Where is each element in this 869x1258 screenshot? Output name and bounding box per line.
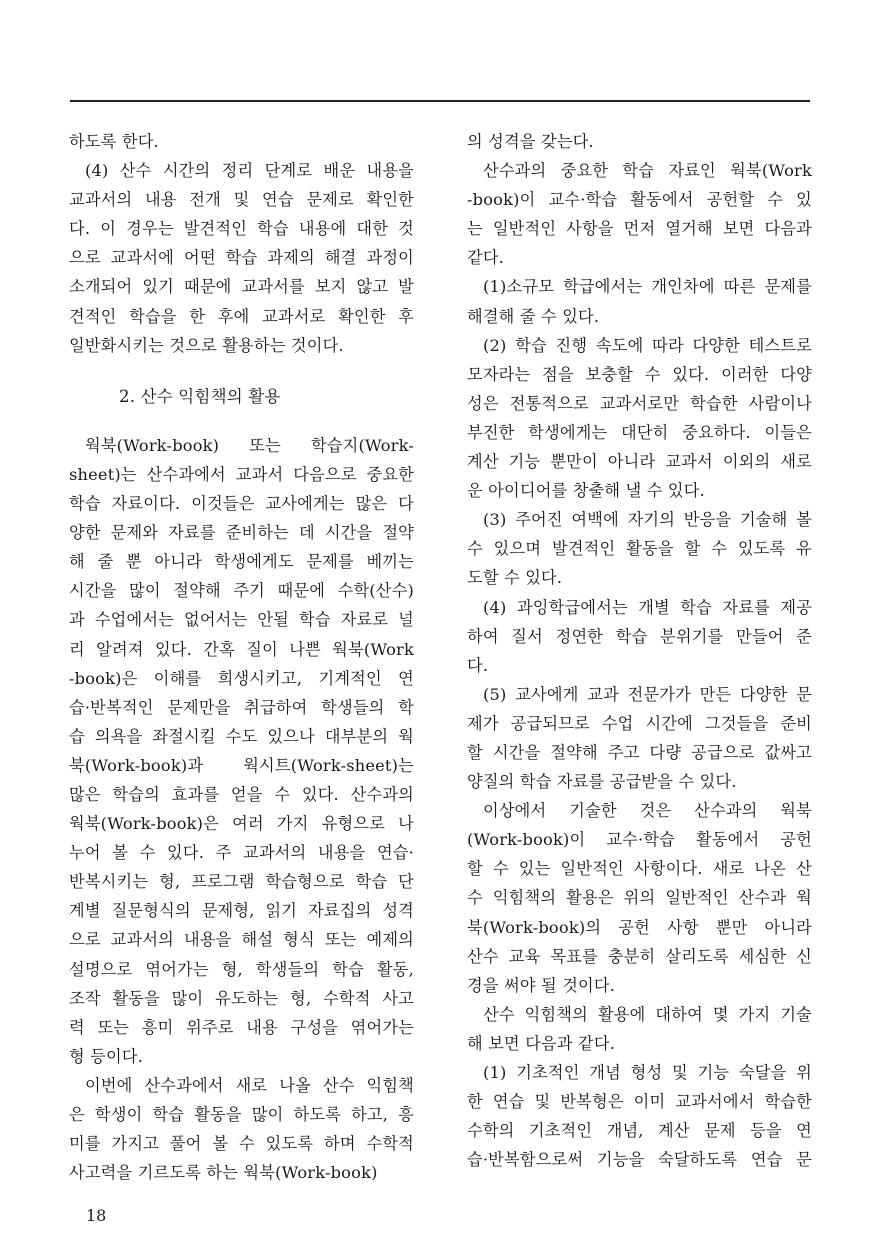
text-line: 같다. <box>467 248 505 268</box>
text-line: 모자라는 점을 보충할 수 있다. 이러한 다양 <box>467 364 812 384</box>
text-line: 수학의 기초적인 개념, 계산 문제 등을 연 <box>467 1121 812 1141</box>
text-line: 교과서의 내용 전개 및 연습 문제로 확인한 <box>69 190 414 210</box>
text-line: 북(Work-book)과 웍시트(Work-sheet)는 <box>69 755 414 775</box>
text-line: 이상에서 기술한 것은 산수과의 웍북 <box>483 801 812 821</box>
text-line: 미를 가지고 풀어 볼 수 있도록 하며 수학적 <box>69 1134 414 1154</box>
text-line: 양질의 학습 자료를 공급받을 수 있다. <box>467 772 737 792</box>
left-column-bottom-paragraphs <box>69 431 414 1187</box>
text-line: 한 연습 및 반복형은 이미 교과서에서 학습한 <box>467 1092 812 1112</box>
text-line: 해 줄 뿐 아니라 학생에게도 문제를 베끼는 <box>69 552 414 572</box>
section-heading: 2. 산수 익힘책의 활용 <box>119 386 281 406</box>
text-line: 도할 수 있다. <box>467 568 563 588</box>
text-line: sheet)는 산수과에서 교과서 다음으로 중요한 <box>69 464 414 484</box>
text-line: 으로 교과서에 어떤 학습 과제의 해결 과정이 <box>69 248 414 268</box>
text-line: 력 또는 흥미 위주로 내용 구성을 엮어가는 <box>69 1017 414 1037</box>
header-rule <box>70 100 810 102</box>
text-line: 해 보면 다음과 같다. <box>467 1033 616 1053</box>
text-line: 할 시간을 절약해 주고 다량 공급으로 값싸고 <box>467 742 812 762</box>
text-line: 산수 교육 목표를 충분히 살리도록 세심한 신 <box>467 946 812 966</box>
text-line: 산수과의 중요한 학습 자료인 웍북(Work <box>483 161 812 181</box>
text-line: (1)소규모 학급에서는 개인차에 따른 문제를 <box>483 277 812 297</box>
text-line: (4) 산수 시간의 정리 단계로 배운 내용을 <box>85 161 414 181</box>
text-line: 누어 볼 수 있다. 주 교과서의 내용을 연습· <box>69 843 414 863</box>
page-number: 18 <box>86 1206 107 1225</box>
text-line: 많은 학습의 효과를 얻을 수 있다. 산수과의 <box>69 784 414 804</box>
text-line: 제가 공급되므로 수업 시간에 그것들을 준비 <box>467 713 812 733</box>
text-line: 설명으로 엮어가는 형, 학생들의 학습 활동, <box>69 959 414 979</box>
text-line: (3) 주어진 여백에 자기의 반응을 기술해 볼 <box>483 510 812 530</box>
text-line: 으로 교과서의 내용을 해설 형식 또는 예제의 <box>69 930 414 950</box>
text-line: -book)이 교수·학습 활동에서 공헌할 수 있 <box>467 190 812 210</box>
text-line: 운 아이디어를 창출해 낼 수 있다. <box>467 481 705 501</box>
text-line: (2) 학습 진행 속도에 따라 다양한 테스트로 <box>483 335 812 355</box>
text-line: 습 의욕을 좌절시킬 수도 있으나 대부분의 웍 <box>69 726 414 746</box>
text-line: 다. 이 경우는 발견적인 학습 내용에 대한 것 <box>69 219 414 239</box>
text-line: 경을 써야 될 것이다. <box>467 975 616 995</box>
text-line: 형 등이다. <box>69 1046 144 1066</box>
left-column-top-paragraphs <box>69 127 414 360</box>
text-line: 일반화시키는 것으로 활용하는 것이다. <box>69 335 344 355</box>
text-line: 다. <box>467 655 489 675</box>
text-line: 양한 문제와 자료를 준비하는 데 시간을 절약 <box>69 523 414 543</box>
text-line: (1) 기초적인 개념 형성 및 기능 숙달을 위 <box>483 1063 812 1082</box>
text-line: 습·반복함으로써 기능을 숙달하도록 연습 문 <box>467 1150 812 1170</box>
text-line: 하도록 한다. <box>69 132 159 151</box>
text-line: 이번에 산수과에서 새로 나올 산수 익힘책 <box>85 1075 414 1095</box>
right-column-paragraphs <box>467 127 812 1174</box>
text-line: 는 일반적인 사항을 먼저 열거해 보면 다음과 <box>467 219 812 239</box>
text-line: 수 있으며 발견적인 활동을 할 수 있도록 유 <box>467 539 812 559</box>
text-line: 성은 전통적으로 교과서로만 학습한 사람이나 <box>467 393 812 413</box>
text-line: 조작 활동을 많이 유도하는 형, 수학적 사고 <box>69 988 414 1008</box>
text-line: 학습 자료이다. 이것들은 교사에게는 많은 다 <box>69 494 414 514</box>
text-line: 부진한 학생에게는 대단히 중요하다. 이들은 <box>467 422 812 442</box>
text-line: 의 성격을 갖는다. <box>467 132 594 151</box>
text-line: (5) 교사에게 교과 전문가가 만든 다양한 문 <box>483 684 812 704</box>
text-line: (Work-book)이 교수·학습 활동에서 공헌 <box>467 830 812 850</box>
text-line: 하여 질서 정연한 학습 분위기를 만들어 준 <box>467 626 812 646</box>
text-line: 소개되어 있기 때문에 교과서를 보지 않고 발 <box>69 277 414 297</box>
left-column <box>69 127 414 1187</box>
text-line: -book)은 이해를 희생시키고, 기계적인 연 <box>69 668 414 688</box>
text-line: 과 수업에서는 없어서는 안될 학습 자료로 널 <box>69 610 414 630</box>
text-line: 할 수 있는 일반적인 사항이다. 새로 나온 산 <box>467 859 812 879</box>
spacer <box>69 360 414 382</box>
text-line: 계산 기능 뿐만이 아니라 교과서 이외의 새로 <box>467 452 812 472</box>
text-line: 사고력을 기르도록 하는 웍북(Work-book) <box>69 1163 378 1183</box>
right-column <box>467 127 812 1174</box>
spacer <box>69 411 414 431</box>
text-line: 반복시키는 형, 프로그램 학습형으로 학습 단 <box>69 872 414 892</box>
text-line: 산수 익힘책의 활용에 대하여 몇 가지 기술 <box>483 1004 812 1024</box>
text-line: 웍북(Work-book)은 여러 가지 유형으로 나 <box>69 814 414 834</box>
text-line: 습·반복적인 문제만을 취급하여 학생들의 학 <box>69 697 414 717</box>
text-line: 수 익힘책의 활용은 위의 일반적인 산수과 웍 <box>467 888 812 908</box>
text-line: 해결해 줄 수 있다. <box>467 306 600 326</box>
text-line: 시간을 많이 절약해 주기 때문에 수학(산수) <box>69 581 414 601</box>
text-line: 견적인 학습을 한 후에 교과서로 확인한 후 <box>69 306 414 326</box>
text-line: 북(Work-book)의 공헌 사항 뿐만 아니라 <box>467 917 812 937</box>
text-line: (4) 과잉학급에서는 개별 학습 자료를 제공 <box>483 597 812 617</box>
text-line: 웍북(Work-book) 또는 학습지(Work- <box>85 435 414 455</box>
text-line: 리 알려져 있다. 간혹 질이 나쁜 웍북(Work <box>69 639 414 659</box>
text-line: 계별 질문형식의 문제형, 읽기 자료집의 성격 <box>69 901 414 921</box>
text-line: 은 학생이 학습 활동을 많이 하도록 하고, 흥 <box>69 1105 414 1124</box>
